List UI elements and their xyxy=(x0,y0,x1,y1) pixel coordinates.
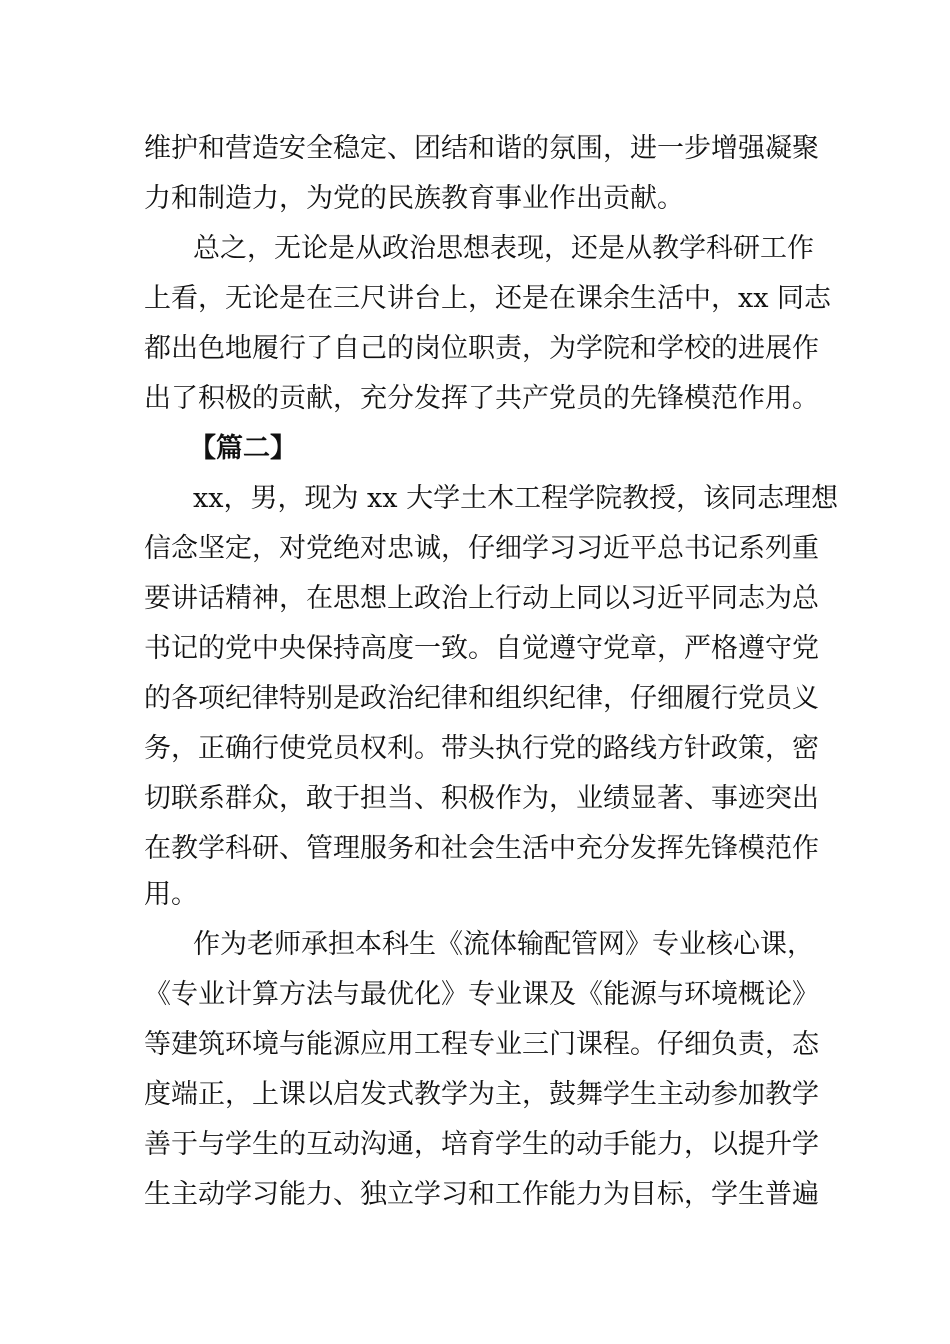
paragraph-line: 务，正确行使党员权利。带头执行党的路线方针政策，密 xyxy=(144,733,819,764)
paragraph-line: 上看，无论是在三尺讲台上，还是在课余生活中，xx 同志 xyxy=(144,283,832,314)
paragraph-line: 善于与学生的互动沟通，培育学生的动手能力，以提升学 xyxy=(144,1129,819,1160)
paragraph-line: 切联系群众，敢于担当、积极作为，业绩显著、事迹突出 xyxy=(144,783,819,814)
paragraph-line: 信念坚定，对党绝对忠诚，仔细学习习近平总书记系列重 xyxy=(144,533,819,564)
paragraph-line: 书记的党中央保持高度一致。自觉遵守党章，严格遵守党 xyxy=(144,633,819,664)
paragraph-line: 《专业计算方法与最优化》专业课及《能源与环境概论》 xyxy=(144,979,819,1010)
paragraph-line: 总之，无论是从政治思想表现，还是从教学科研工作 xyxy=(193,233,814,264)
paragraph-line: 维护和营造安全稳定、团结和谐的氛围，进一步增强凝聚 xyxy=(144,133,819,164)
section-heading: 【篇二】 xyxy=(189,433,297,464)
paragraph-line: 要讲话精神，在思想上政治上行动上同以习近平同志为总 xyxy=(144,583,819,614)
paragraph-line: 出了积极的贡献，充分发挥了共产党员的先锋模范作用。 xyxy=(144,383,819,414)
paragraph-line: 的各项纪律特别是政治纪律和组织纪律，仔细履行党员义 xyxy=(144,683,819,714)
paragraph-line: 生主动学习能力、独立学习和工作能力为目标，学生普遍 xyxy=(144,1179,819,1210)
paragraph-line: 在教学科研、管理服务和社会生活中充分发挥先锋模范作 xyxy=(144,833,819,864)
paragraph-line: 作为老师承担本科生《流体输配管网》专业核心课， xyxy=(193,929,814,960)
paragraph-line: 等建筑环境与能源应用工程专业三门课程。仔细负责，态 xyxy=(144,1029,819,1060)
paragraph-line: 用。 xyxy=(144,879,198,910)
paragraph-line: 都出色地履行了自己的岗位职责，为学院和学校的进展作 xyxy=(144,333,819,364)
paragraph-line: 力和制造力，为党的民族教育事业作出贡献。 xyxy=(144,183,684,214)
paragraph-line: 度端正，上课以启发式教学为主，鼓舞学生主动参加教学 xyxy=(144,1079,819,1110)
paragraph-line: xx，男，现为 xx 大学土木工程学院教授，该同志理想 xyxy=(193,483,839,514)
